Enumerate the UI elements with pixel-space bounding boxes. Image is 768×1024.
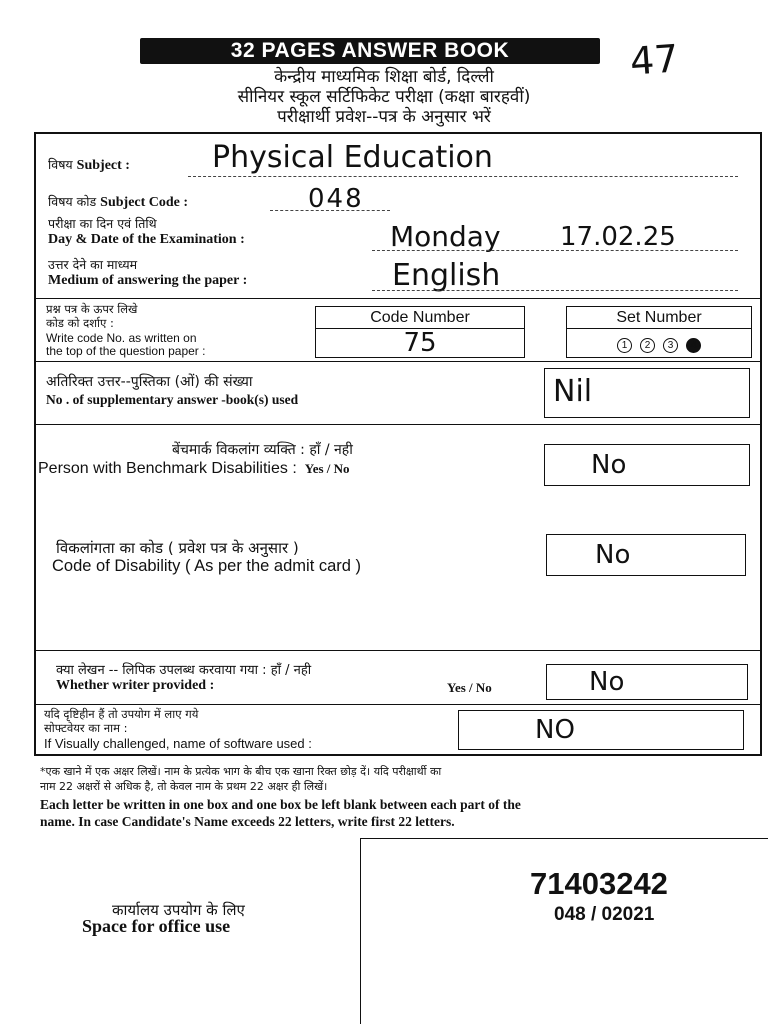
supplementary-label: No . of supplementary answer -book(s) used — [46, 392, 299, 407]
set-number-box[interactable] — [566, 306, 752, 358]
writer-value: No — [589, 667, 625, 697]
divider — [34, 298, 762, 299]
supplementary-answer-box[interactable] — [544, 368, 750, 418]
office-use-label-hi: कार्यालय उपयोग के लिए — [112, 901, 245, 919]
writer-label: Whether writer provided : — [56, 678, 215, 693]
subject-code-row — [48, 193, 188, 211]
subject-code-dotted-line — [270, 210, 390, 211]
subject-code-label-hi: विषय कोड — [48, 194, 97, 209]
subject-label: Subject : — [76, 158, 130, 173]
set-option-1[interactable]: 1 — [617, 338, 632, 353]
note-hindi-line-1: *एक खाने में एक अक्षर लिखें। नाम के प्रत्येक भाग के बीच एक खाना रिक्त छोड़ दें। यदि परीक्षार्थी का — [40, 765, 442, 778]
supplementary-value: Nil — [553, 374, 593, 409]
set-option-3[interactable]: 3 — [663, 338, 678, 353]
note-english-line-1: Each letter be written in one box and one box be left blank between each part of the — [40, 797, 521, 812]
subject-code-value[interactable]: 048 — [308, 184, 364, 214]
writer-answer-box[interactable] — [546, 664, 748, 700]
divider — [34, 424, 762, 425]
divider — [34, 361, 762, 362]
office-paper-code: 048 / 02021 — [554, 904, 655, 925]
set-number-header: Set Number — [567, 307, 751, 329]
answer-book-title: 32 PAGES ANSWER BOOK — [140, 38, 600, 64]
code-label-en-1: Write code No. as written on — [46, 331, 197, 345]
subject-value[interactable]: Physical Education — [212, 140, 493, 175]
medium-label-hi: उत्तर देने का माध्यम — [48, 257, 138, 272]
set-number-options — [567, 329, 751, 353]
benchmark-label-hi: बेंचमार्क विकलांग व्यक्ति : हाँ / नही — [172, 442, 353, 458]
software-answer-box[interactable] — [458, 710, 744, 750]
set-option-2[interactable]: 2 — [640, 338, 655, 353]
note-hindi-line-2: नाम 22 अक्षरों से अधिक है, तो केवल नाम के प्रथम 22 अक्षर ही लिखें। — [40, 780, 328, 793]
subject-dotted-line — [188, 176, 738, 177]
code-label-en-2: the top of the question paper : — [46, 344, 206, 358]
software-label: If Visually challenged, name of software used : — [44, 736, 312, 751]
benchmark-value: No — [591, 450, 627, 480]
writer-yes-no: Yes / No — [447, 680, 492, 695]
code-label-hi-2: कोड को दर्शाए : — [46, 316, 114, 330]
software-value: NO — [535, 715, 575, 745]
exam-name: सीनियर स्कूल सर्टिफिकेट परीक्षा (कक्षा बारहवीं) — [237, 87, 531, 107]
benchmark-answer-box[interactable] — [544, 444, 750, 486]
office-barcode-number: 71403242 — [530, 866, 668, 901]
fill-instruction: परीक्षार्थी प्रवेश--पत्र के अनुसार भरें — [277, 107, 491, 127]
disability-code-label: Code of Disability ( As per the admit card ) — [52, 557, 362, 575]
benchmark-label-row — [38, 460, 350, 478]
board-name: केन्द्रीय माध्यमिक शिक्षा बोर्ड, दिल्ली — [274, 67, 494, 87]
disability-code-value: No — [595, 540, 631, 570]
office-use-label: Space for office use — [82, 916, 231, 936]
benchmark-yes-no: Yes / No — [304, 461, 350, 476]
date-label: Day & Date of the Examination : — [48, 232, 245, 247]
disability-code-answer-box[interactable] — [546, 534, 746, 576]
divider — [34, 650, 762, 651]
exam-date-value[interactable]: 17.02.25 — [560, 222, 676, 252]
note-english-line-2: name. In case Candidate's Name exceeds 22 letters, write first 22 letters. — [40, 814, 455, 829]
date-label-hi: परीक्षा का दिन एवं तिथि — [48, 216, 157, 231]
software-label-hi-1: यदि दृष्टिहीन हैं तो उपयोग में लाए गये — [44, 707, 199, 721]
code-number-box[interactable] — [315, 306, 525, 358]
medium-dotted-line — [372, 290, 738, 291]
medium-label: Medium of answering the paper : — [48, 273, 248, 288]
code-number-header: Code Number — [316, 307, 524, 329]
code-number-value: 75 — [403, 328, 437, 358]
set-option-4[interactable]: 4 — [686, 338, 701, 353]
subject-label-hi: विषय — [48, 157, 73, 172]
writer-label-hi: क्या लेखन -- लिपिक उपलब्ध करवाया गया : हाँ / नही — [56, 663, 312, 678]
divider — [34, 704, 762, 705]
code-label-hi-1: प्रश्न पत्र के ऊपर लिखे — [46, 302, 138, 316]
medium-value[interactable]: English — [392, 258, 501, 293]
disability-code-label-hi: विकलांगता का कोड ( प्रवेश पत्र के अनुसार ) — [56, 539, 299, 557]
exam-day-value[interactable]: Monday — [390, 220, 501, 253]
subject-row — [48, 156, 130, 174]
corner-handwritten-mark: 47 — [628, 36, 680, 84]
subject-code-label: Subject Code : — [100, 195, 189, 210]
date-dotted-line — [372, 250, 738, 251]
supplementary-label-hi: अतिरिक्त उत्तर--पुस्तिका (ओं) की संख्या — [46, 374, 253, 390]
benchmark-label: Person with Benchmark Disabilities : — [38, 460, 297, 477]
software-label-hi-2: सोफ्टवेयर का नाम : — [44, 721, 128, 735]
